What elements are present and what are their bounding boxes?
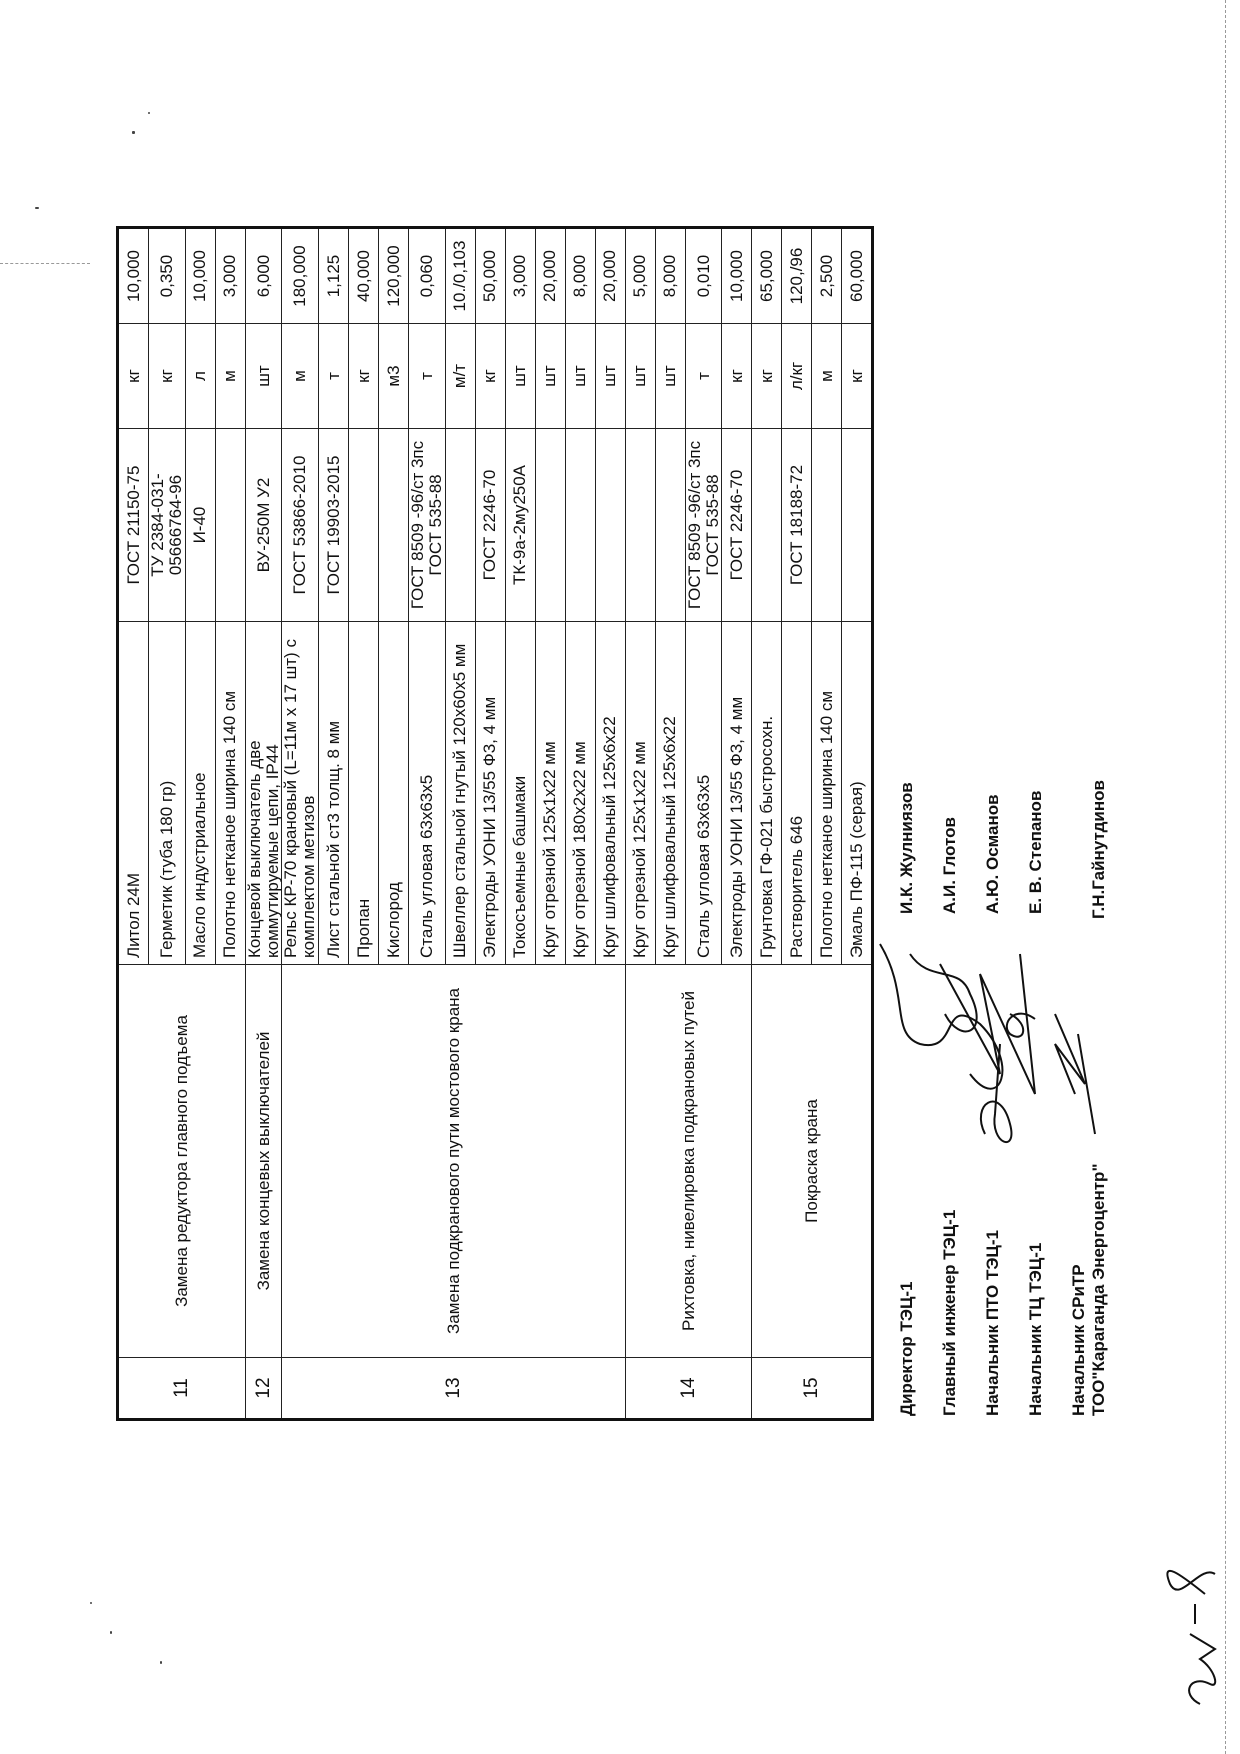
material-name: Сталь угловая 63х63х5: [409, 622, 446, 965]
standard: [535, 429, 565, 622]
unit: шт: [625, 324, 655, 429]
material-name: Круг шлифовальный 125х6х22: [655, 622, 685, 965]
quantity: 60,000: [842, 228, 873, 324]
quantity: 120,000: [379, 228, 409, 324]
material-name: Концевой выключатель две коммутируемые цепи, IP44: [245, 622, 282, 965]
unit: шт: [245, 324, 282, 429]
unit: шт: [505, 324, 535, 429]
standard: ГОСТ 2246-70: [475, 429, 505, 622]
signature-name-4: Е. В. Степанов: [1026, 790, 1045, 914]
row-number: 15: [752, 1358, 873, 1420]
standard: ВУ-250М У2: [245, 429, 282, 622]
unit: м: [812, 324, 842, 429]
standard: И-40: [185, 429, 215, 622]
unit: л: [185, 324, 215, 429]
unit: шт: [595, 324, 625, 429]
standard: [595, 429, 625, 622]
quantity: 10./0,103: [445, 228, 475, 324]
scan-speck: [148, 112, 150, 114]
standard: [625, 429, 655, 622]
materials-table: [116, 226, 874, 1421]
unit: кг: [722, 324, 752, 429]
material-name: Пропан: [349, 622, 379, 965]
scan-speck: [35, 207, 39, 209]
scan-speck: [132, 131, 135, 134]
quantity: 2,500: [812, 228, 842, 324]
row-number: 13: [282, 1358, 625, 1420]
standard: [565, 429, 595, 622]
unit: кг: [118, 324, 149, 429]
signature-title-5a: Начальник СРиТР: [1069, 1264, 1088, 1416]
unit: кг: [149, 324, 186, 429]
material-name: Круг отрезной 180х2х22 мм: [565, 622, 595, 965]
material-name: Токосъемные башмаки: [505, 622, 535, 965]
signature-title-4: Начальник ТЦ ТЭЦ-1: [1026, 1242, 1045, 1416]
standard: [445, 429, 475, 622]
material-name: Электроды УОНИ 13/55 Ф3, 4 мм: [722, 622, 752, 965]
unit: м: [215, 324, 245, 429]
material-name: Литол 24М: [118, 622, 149, 965]
quantity: 6,000: [245, 228, 282, 324]
material-name: Круг шлифовальный 125х6х22: [595, 622, 625, 965]
unit: кг: [349, 324, 379, 429]
quantity: 8,000: [655, 228, 685, 324]
row-number: 14: [625, 1358, 752, 1420]
table-row: [118, 228, 149, 1420]
scan-speck: [160, 1661, 162, 1664]
signature-title-2: Главный инженер ТЭЦ-1: [940, 1209, 959, 1416]
quantity: 65,000: [752, 228, 782, 324]
work-description: Замена концевых выключателей: [245, 965, 282, 1358]
material-name: Масло индустриальное: [185, 622, 215, 965]
unit: шт: [565, 324, 595, 429]
unit: кг: [752, 324, 782, 429]
unit: кг: [475, 324, 505, 429]
quantity: 3,000: [215, 228, 245, 324]
standard: [349, 429, 379, 622]
quantity: 10,000: [118, 228, 149, 324]
unit: м3: [379, 324, 409, 429]
unit: м: [282, 324, 319, 429]
material-name: Полотно нетканое ширина 140 см: [812, 622, 842, 965]
quantity: 40,000: [349, 228, 379, 324]
material-name: Электроды УОНИ 13/55 Ф3, 4 мм: [475, 622, 505, 965]
standard: [752, 429, 782, 622]
handwritten-signatures: [850, 874, 1110, 1194]
table-row: [245, 228, 282, 1420]
row-number: 12: [245, 1358, 282, 1420]
material-name: Рельс КР-70 крановый (L=11м х 17 шт) с комплектом метизов: [282, 622, 319, 965]
material-name: Растворитель 646: [782, 622, 812, 965]
scan-edge-line: [1225, 0, 1227, 1754]
standard: ГОСТ 21150-75: [118, 429, 149, 622]
quantity: 50,000: [475, 228, 505, 324]
margin-signature: [1120, 1544, 1230, 1714]
signature-title-3: Начальник ПТО ТЭЦ-1: [983, 1230, 1002, 1416]
material-name: Лист стальной ст3 толщ. 8 мм: [319, 622, 349, 965]
standard: [655, 429, 685, 622]
work-description: Рихтовка, нивелировка подкрановых путей: [625, 965, 752, 1358]
quantity: 0,010: [685, 228, 722, 324]
standard: ГОСТ 53866-2010: [282, 429, 319, 622]
work-description: Замена редуктора главного подъема: [118, 965, 246, 1358]
signature-name-5: Г.Н.Гайнутдинов: [1089, 780, 1108, 919]
quantity: 120,/96: [782, 228, 812, 324]
quantity: 10,000: [185, 228, 215, 324]
row-number: 11: [118, 1358, 246, 1420]
quantity: 20,000: [535, 228, 565, 324]
quantity: 180,000: [282, 228, 319, 324]
quantity: 20,000: [595, 228, 625, 324]
signature-title-5b: ТОО"Караганда Энергоцентр": [1089, 1163, 1108, 1416]
signature-name-2: А.И. Глотов: [940, 817, 959, 914]
unit: т: [685, 324, 722, 429]
quantity: 0,060: [409, 228, 446, 324]
material-name: Круг отрезной 125х1х22 мм: [535, 622, 565, 965]
signature-name-3: А.Ю. Османов: [983, 794, 1002, 914]
table-row: [752, 228, 782, 1420]
work-description: Покраска крана: [752, 965, 873, 1358]
material-name: Грунтовка ГФ-021 быстросохн.: [752, 622, 782, 965]
standard: ГОСТ 8509 -96/ст 3пс ГОСТ 535-88: [685, 429, 722, 622]
quantity: 1,125: [319, 228, 349, 324]
standard: ТУ 2384-031-05666764-96: [149, 429, 186, 622]
material-name: Швеллер стальной гнутый 120х60х5 мм: [445, 622, 475, 965]
standard: [379, 429, 409, 622]
scan-speck: [110, 1631, 112, 1634]
table-row: [625, 228, 655, 1420]
standard: ТК-9а-2му250А: [505, 429, 535, 622]
table-row: [282, 228, 319, 1420]
quantity: 5,000: [625, 228, 655, 324]
signature-title-1: Директор ТЭЦ-1: [897, 1281, 916, 1416]
unit: т: [409, 324, 446, 429]
unit: м/т: [445, 324, 475, 429]
work-description: Замена подкранового пути мостового крана: [282, 965, 625, 1358]
scan-edge-line: [0, 262, 90, 264]
standard: ГОСТ 2246-70: [722, 429, 752, 622]
standard: [215, 429, 245, 622]
materials-table-body: [118, 228, 873, 1420]
unit: кг: [842, 324, 873, 429]
material-name: Полотно нетканое ширина 140 см: [215, 622, 245, 965]
unit: т: [319, 324, 349, 429]
quantity: 10,000: [722, 228, 752, 324]
unit: л/кг: [782, 324, 812, 429]
standard: ГОСТ 18188-72: [782, 429, 812, 622]
standard: [842, 429, 873, 622]
signature-name-1: И.К. Жулниязов: [897, 782, 916, 914]
standard: ГОСТ 19903-2015: [319, 429, 349, 622]
material-name: Кислород: [379, 622, 409, 965]
quantity: 3,000: [505, 228, 535, 324]
quantity: 0,350: [149, 228, 186, 324]
unit: шт: [655, 324, 685, 429]
material-name: Круг отрезной 125х1х22 мм: [625, 622, 655, 965]
standard: [812, 429, 842, 622]
material-name: Герметик (туба 180 гр): [149, 622, 186, 965]
material-name: Сталь угловая 63х63х5: [685, 622, 722, 965]
standard: ГОСТ 8509 -96/ст 3пс ГОСТ 535-88: [409, 429, 446, 622]
material-name: Эмаль ПФ-115 (серая): [842, 622, 873, 965]
scan-speck: [90, 1602, 92, 1604]
quantity: 8,000: [565, 228, 595, 324]
unit: шт: [535, 324, 565, 429]
